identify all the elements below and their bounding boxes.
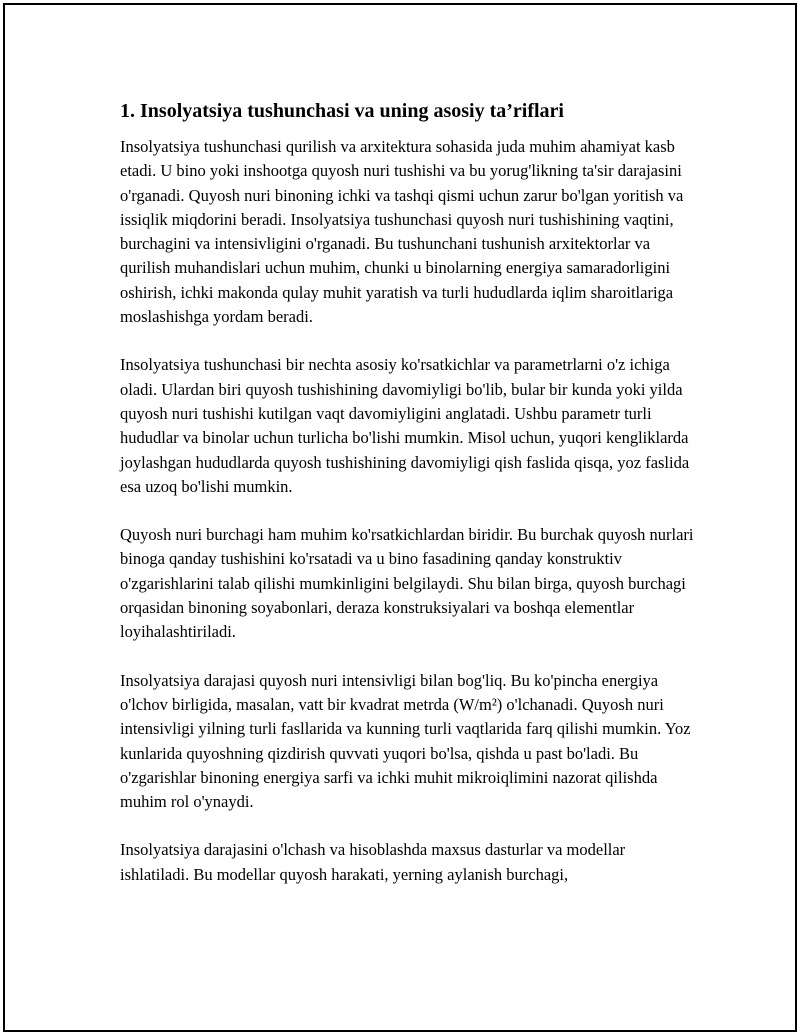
- section-heading: 1. Insolyatsiya tushunchasi va uning asosiy ta’riflari: [120, 100, 564, 122]
- paragraph-sun-angle: Quyosh nuri burchagi ham muhim ko'rsatkichlardan biridir. Bu burchak quyosh nurlari binoga qanday tushishini ko'rsatadi va u bino fasadining qanday konstruktiv o'zgarishlarini talab qilishi mumkinligini belgilaydi. Shu bilan birga, quyosh burchagi orqasidan binoning soyabonlari, deraza konstruksiyalari va boshqa elementlar loyihalashtiriladi.: [120, 525, 694, 642]
- paragraph-parameters: Insolyatsiya tushunchasi bir nechta asosiy ko'rsatkichlar va parametrlarni o'z ichiga oladi. Ulardan biri quyosh tushishining davomiyligi bo'lib, bular bir kunda yoki yilda quyosh nuri tushishi kutilgan vaqt davomiyligini anglatadi. Ushbu parametr turli hududlar va binolar uchun turlicha bo'lishi mumkin. Misol uchun, yuqori kengliklarda joylashgan hududlarda quyosh tushishining davomiyligi qish faslida qisqa, yoz faslida esa uzoq bo'lishi mumkin.: [120, 355, 690, 496]
- paragraph-definition: Insolyatsiya tushunchasi qurilish va arxitektura sohasida juda muhim ahamiyat kasb etadi. U bino yoki inshootga quyosh nuri tushishi va bu yorug'likning ta'sir darajasini o'rganadi. Quyosh nuri binoning ichki va tashqi qismi uchun zarur bo'lgan yoritish va issiqlik miqdorini beradi. Insolyatsiya tushunchasi quyosh nuri tushishining vaqtini, burchagini va intensivligini o'rganadi. Bu tushunchani tushunish arxitektorlar va qurilish muhandislari uchun muhim, chunki u binolarning energiya samaradorligini oshirish, ichki makonda qulay muhit yaratish va turli hududlarda iqlim sharoitlariga moslashishga yordam beradi.: [120, 137, 684, 327]
- paragraph-intensity: Insolyatsiya darajasi quyosh nuri intensivligi bilan bog'liq. Bu ko'pincha energiya o'lchov birligida, masalan, vatt bir kvadrat metrda (W/m²) o'lchanadi. Quyosh nuri intensivligi yilning turli fasllarida va kunning turli vaqtlarida farq qilishi mumkin. Yoz kunlarida quyoshning qizdirish quvvati yuqori bo'lsa, qishda u past bo'ladi. Bu o'zgarishlar binoning energiya sarfi va ichki muhit mikroiqlimini nazorat qilishda muhim rol o'ynaydi.: [120, 670, 691, 812]
- document-page: [3, 3, 797, 1032]
- document-body: [120, 97, 695, 911]
- paragraph-measurement: Insolyatsiya darajasini o'lchash va hisoblashda maxsus dasturlar va modellar ishlatiladi. Bu modellar quyosh harakati, yerning aylanish burchagi,: [120, 840, 626, 884]
